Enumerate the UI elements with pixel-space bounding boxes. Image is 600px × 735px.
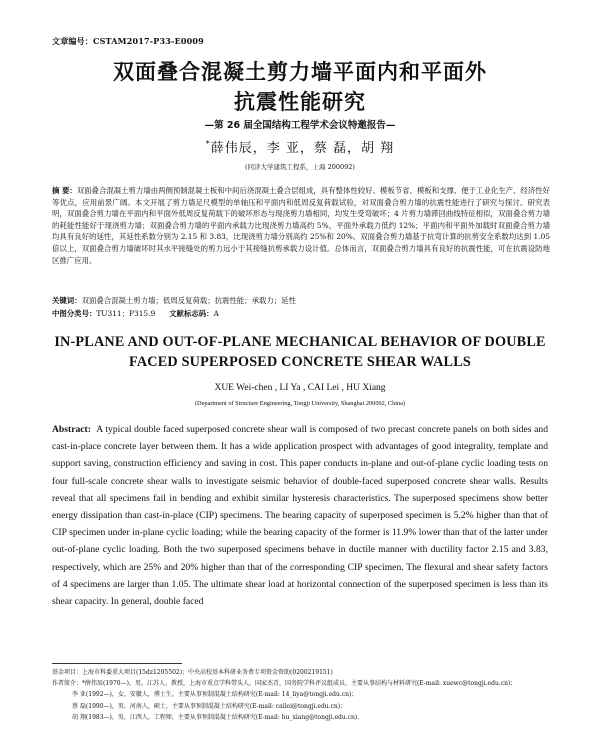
clc-value: TU311；P315.9 bbox=[96, 309, 156, 318]
corresponding-author-mark: * bbox=[205, 139, 211, 149]
footnote-author-bio-4: 胡 翔(1983—)，男，江西人，工程师，主要从事预制混凝土结构研究(E-mail: hu_xiang@tongji.edu.cn). bbox=[72, 713, 360, 721]
footnote-author-bio-3: 蔡 磊(1990—)，男，河南人，硕士，主要从事预制混凝土结构研究(E-mail: cailei@tongji.edu.cn)； bbox=[72, 702, 347, 710]
doc-code-label: 文献标志码： bbox=[169, 309, 214, 318]
title-cn-line-1: 双面叠合混凝土剪力墙平面内和平面外 bbox=[113, 60, 487, 84]
title-en-line-1: IN-PLANE AND OUT-OF-PLANE MECHANICAL BEHAVIOR OF DOUBLE bbox=[54, 334, 546, 350]
authors-en: XUE Wei-chen , LI Ya , CAI Lei , HU Xiang bbox=[214, 383, 386, 393]
clc-label: 中图分类号： bbox=[52, 309, 97, 318]
keywords-cn-label: 关键词： bbox=[52, 296, 82, 305]
abstract-cn bbox=[52, 185, 550, 266]
footnote-funding: 基金项目：上海市科委重大项目(15dz1205502)；中央高校基本科研业务费专项资金资助(0200219151) bbox=[52, 669, 333, 676]
affiliation-cn: (同济大学建筑工程系，上海 200092) bbox=[245, 163, 355, 171]
footnote-author-bio-2: 李 亚(1992—)，女，安徽人，博士生，主要从事预制混凝土结构研究(E-mail: 14_liya@tongji.edu.cn)； bbox=[72, 691, 358, 699]
authors-cn bbox=[0, 137, 600, 156]
classification-cn bbox=[52, 308, 550, 319]
affiliation-en: (Department of Structure Engineering, Tongji University, Shanghai 200092, China) bbox=[194, 400, 406, 407]
abstract-cn-text: 双面叠合混凝土剪力墙由两侧预制混凝土板和中间后浇混凝土叠合层组成，具有整体性较好、模板节省、模板和支撑、便于工业化生产、经济性好等优点，应用前景广阔。本文开展了剪力墙足尺模型的单轴压和平面内和低周反复荷载试验，对双面叠合剪力墙的抗震性能进行了研究与探讨。研究表明，双面叠合剪力墙在平面内和平面外低周反复荷载下的破坏形态与现浇剪力墙相同，均发生受弯破坏；4 片剪力墙滞回曲线特征相似，双面叠合剪力墙的耗能性能好于现浇剪力墙；双面叠合剪力墙的平面内承载力比现浇剪力墙高约 5%，平面外承载力低约 12%；平面内和平面外加载时双面叠合剪力墙均具有良好的延性，其延性系数分别为 2.15 和 3.83，比现浇剪力墙分别高约 25%和 20%。双面叠合剪力墙基于抗弯计算的抗剪安全系数均达到 1.05 倍以上，双面叠合剪力墙破坏时其水平接缝处的剪力远小于其接缝抗剪承载力设计值。总体而言，双面叠合剪力墙具有良好的抗震性能，可在抗震设防地区推广应用。 bbox=[52, 186, 550, 265]
footnote-author-bio-1: 作者简介：*薛伟辰(1970—)，男，江苏人，教授，上海市重点学科带头人，国家杰青，国务院学科评议组成员，主要从事结构与材料研究(E-mail: xuewc@tongji.edu.cn)； bbox=[52, 680, 517, 688]
doc-code-value: A bbox=[213, 309, 219, 318]
abstract-cn-label: 摘 要： bbox=[52, 186, 77, 195]
abstract-en-text: A typical double faced superposed concrete shear wall is composed of two precast concrete panels on both sides and cast-in-place concrete layer between them. It has a wide application prospect with advantages of good integrality, template and support saving, construction efficiency and saving in cost. This paper conducts in-plane and out-of-plane cyclic loading tests on four full-scale concrete shear walls to investigate seismic behavior of double-faced superposed concrete shear walls. Results reveal that all specimens fail in bending and exhibit similar hysteresis characteristics. The superposed specimens show better energy dissipation than cast-in-place (CIP) specimens. The bearing capacity of superposed specimen is 5.2% higher than that of CIP specimen under in-plane cyclic loading; while the bearing capacity of the former is 11.9% lower than that of the latter under out-of-plane cyclic loading. Both the two superposed specimens behave in ductile manner with ductility factor 2.15 and 3.83, respectively, which are 25% and 20% higher than that of the corresponding CIP specimen. The flexural and shear safety factors of 4 specimens are larger than 1.05. The ultimate shear load at horizontal connection of the superposed specimen is less than its shear capacity. In general, double faced bbox=[52, 424, 549, 608]
keywords-cn-text: 双面叠合混凝土剪力墙；低周反复荷载；抗震性能；承载力；延性 bbox=[81, 296, 296, 305]
footnotes bbox=[52, 667, 552, 723]
title-cn-line-2: 抗震性能研究 bbox=[234, 90, 366, 114]
abstract-en-label: Abstract: bbox=[52, 424, 91, 435]
keywords-cn bbox=[52, 295, 550, 306]
authors-cn-names: 薛伟辰，李 亚，蔡 磊，胡 翔 bbox=[210, 141, 395, 156]
subtitle-cn: —第 26 届全国结构工程学术会议特邀报告— bbox=[204, 120, 396, 131]
title-en-line-2: FACED SUPERPOSED CONCRETE SHEAR WALLS bbox=[129, 354, 471, 370]
footnote-divider bbox=[52, 663, 182, 664]
abstract-en bbox=[52, 421, 548, 610]
article-number: 文章编号：CSTAM2017-P33-E0009 bbox=[52, 36, 204, 46]
